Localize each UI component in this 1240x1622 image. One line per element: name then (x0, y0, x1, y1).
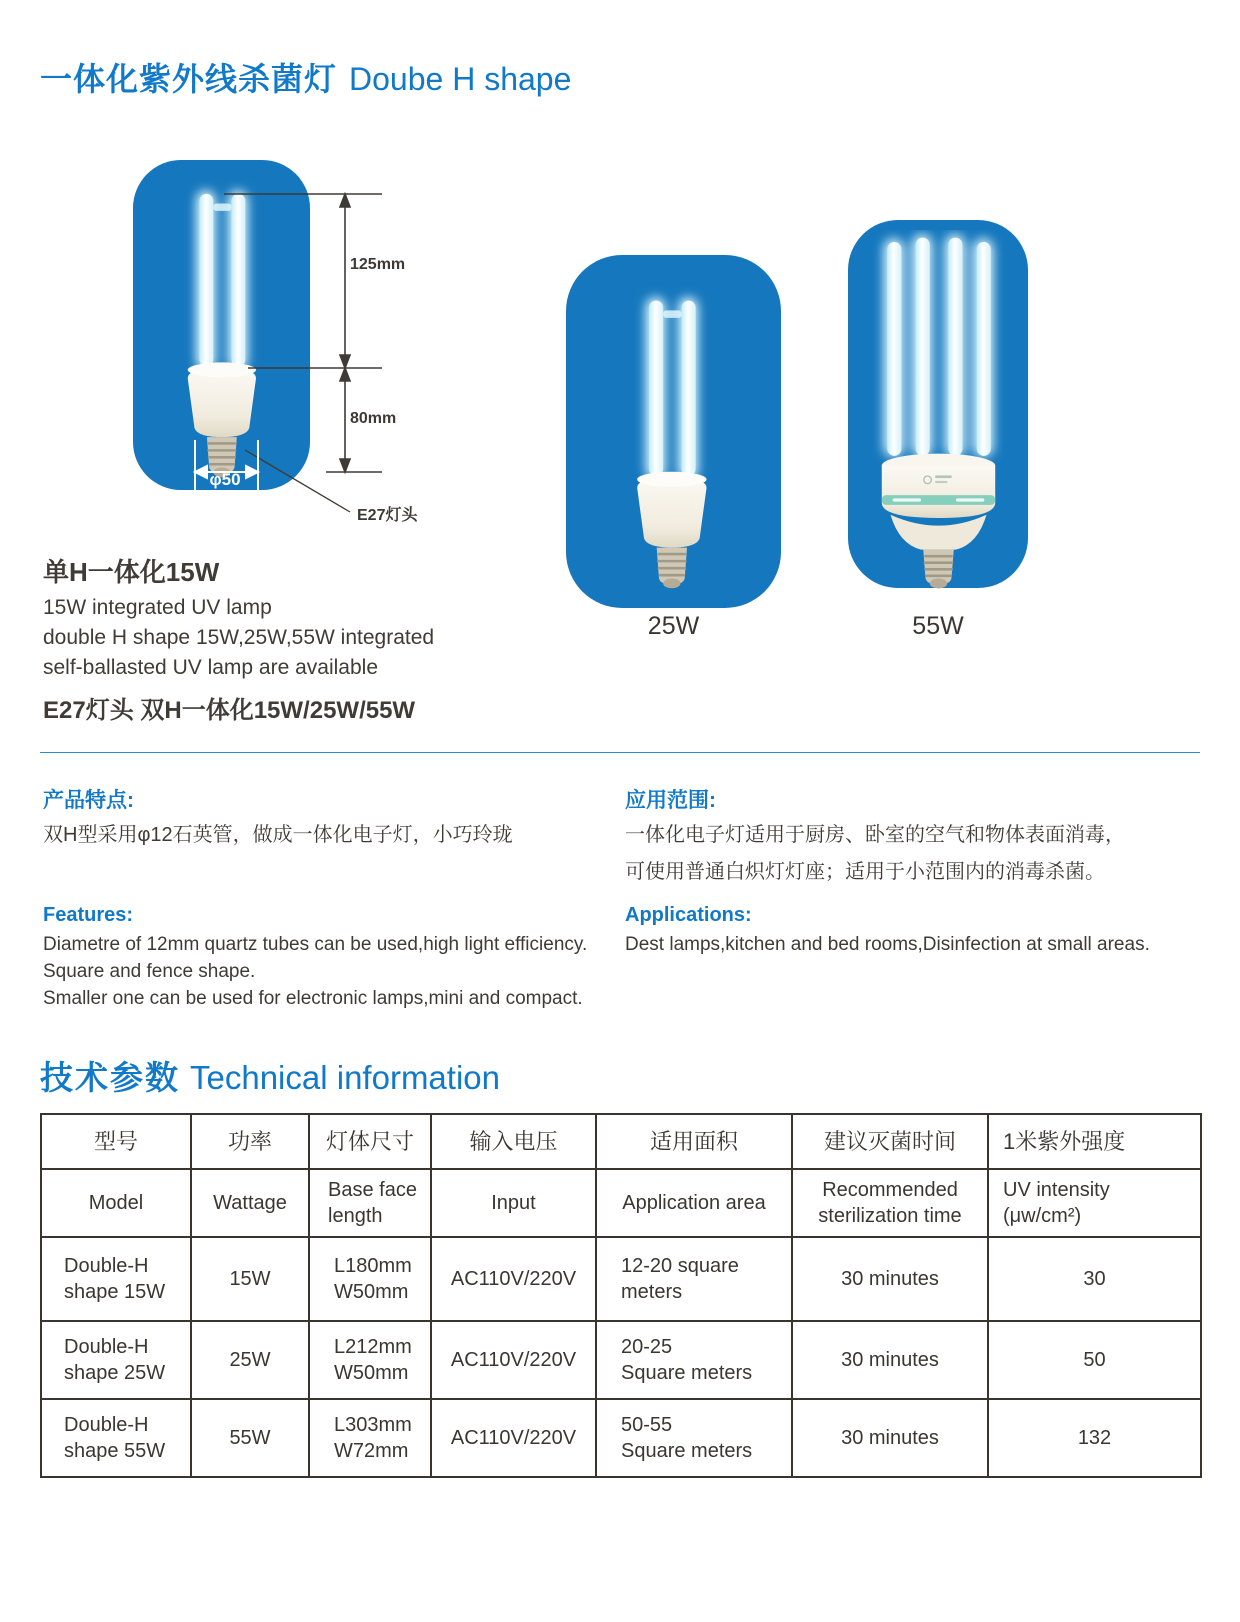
dim-label-tube-length: 125mm (350, 256, 406, 273)
features-en-line1: Diametre of 12mm quartz tubes can be used,high light efficiency. (43, 934, 588, 955)
cell-uv: 30 (988, 1237, 1201, 1321)
tech-heading (40, 1052, 500, 1099)
col-time-en: Recommended sterilization time (792, 1169, 988, 1237)
cell-model: Double-H shape 55W (41, 1399, 191, 1477)
col-input-en: Input (431, 1169, 596, 1237)
cell-area: 20-25 Square meters (596, 1321, 792, 1399)
cell-input: AC110V/220V (431, 1321, 596, 1399)
cell-input: AC110V/220V (431, 1237, 596, 1321)
features-en-title: Features: (43, 904, 134, 926)
features-en-line3: Smaller one can be used for electronic lamps,mini and compact. (43, 988, 583, 1009)
product-desc-line2: double H shape 15W,25W,55W integrated (43, 626, 435, 649)
col-uv-zh: 1米紫外强度 (988, 1114, 1201, 1169)
uv-lamp-55w-illustration (851, 230, 1026, 590)
product-name-zh: 单H一体化15W (43, 557, 220, 587)
cell-input: AC110V/220V (431, 1399, 596, 1477)
screw-base (923, 550, 954, 589)
cell-size: L180mm W50mm (309, 1237, 431, 1321)
cell-size: L212mm W50mm (309, 1321, 431, 1399)
wattage-label-55w: 55W (912, 612, 964, 640)
page-title-zh: 一体化紫外线杀菌灯 (40, 61, 338, 97)
cell-model: Double-H shape 25W (41, 1321, 191, 1399)
col-model-en: Model (41, 1169, 191, 1237)
features-zh-body: 双H型采用φ12石英管，做成一体化电子灯，小巧玲珑 (43, 824, 513, 846)
uv-tubes (649, 301, 696, 476)
product-desc-line3: self-ballasted UV lamp are available (43, 656, 379, 679)
col-time-zh: 建议灭菌时间 (792, 1114, 988, 1169)
uv-lamp-15w-illustration (160, 180, 288, 500)
col-size-zh: 灯体尺寸 (309, 1114, 431, 1169)
screw-base (657, 548, 687, 589)
uv-lamp-25w-illustration (609, 286, 739, 612)
page-title (40, 54, 571, 100)
tech-heading-zh: 技术参数 (40, 1059, 180, 1096)
page-title-en: Doube H shape (349, 61, 572, 97)
cell-wattage: 25W (191, 1321, 309, 1399)
cell-wattage: 15W (191, 1237, 309, 1321)
table-row-15w (41, 1237, 1201, 1321)
cell-area: 12-20 square meters (596, 1237, 792, 1321)
cell-time: 30 minutes (792, 1321, 988, 1399)
col-model-zh: 型号 (41, 1114, 191, 1169)
lamp-housing (882, 454, 995, 550)
wattage-label-25w: 25W (647, 612, 700, 640)
col-size-en: Base face length (309, 1169, 431, 1237)
applications-zh-line1: 一体化电子灯适用于厨房、卧室的空气和物体表面消毒， (625, 824, 1125, 846)
cell-model: Double-H shape 15W (41, 1237, 191, 1321)
table-row-25w (41, 1321, 1201, 1399)
col-uv-en: UV intensity (μw/cm²) (988, 1169, 1201, 1237)
tech-heading-en: Technical information (190, 1059, 500, 1096)
uv-tubes (199, 194, 245, 367)
applications-en-body: Dest lamps,kitchen and bed rooms,Disinfection at small areas. (625, 934, 1150, 955)
features-en-line2: Square and fence shape. (43, 961, 256, 982)
product-variants-zh: E27灯头 双H一体化15W/25W/55W (43, 697, 416, 724)
product-desc-line1: 15W integrated UV lamp (43, 596, 272, 619)
table-row-55w (41, 1399, 1201, 1477)
table-header-row-zh (41, 1114, 1201, 1169)
features-zh-title: 产品特点: (43, 789, 134, 812)
tech-spec-table (40, 1113, 1202, 1478)
cell-time: 30 minutes (792, 1399, 988, 1477)
col-area-en: Application area (596, 1169, 792, 1237)
table-header-row-en (41, 1169, 1201, 1237)
cell-wattage: 55W (191, 1399, 309, 1477)
applications-zh-title: 应用范围: (625, 789, 716, 812)
col-wattage-zh: 功率 (191, 1114, 309, 1169)
applications-en-title: Applications: (625, 904, 752, 926)
cell-time: 30 minutes (792, 1237, 988, 1321)
cell-uv: 50 (988, 1321, 1201, 1399)
col-area-zh: 适用面积 (596, 1114, 792, 1169)
dim-label-base-length: 80mm (350, 410, 397, 427)
col-wattage-en: Wattage (191, 1169, 309, 1237)
applications-zh-line2: 可使用普通白炽灯灯座；适用于小范围内的消毒杀菌。 (625, 861, 1105, 883)
cell-uv: 132 (988, 1399, 1201, 1477)
lamp-housing (188, 362, 256, 437)
dim-label-diameter: φ50 (209, 470, 241, 489)
lamp-housing (637, 472, 706, 548)
section-divider (40, 752, 1200, 753)
dim-label-cap-type: E27灯头 (357, 507, 418, 524)
cell-area: 50-55 Square meters (596, 1399, 792, 1477)
col-input-zh: 输入电压 (431, 1114, 596, 1169)
cell-size: L303mm W72mm (309, 1399, 431, 1477)
